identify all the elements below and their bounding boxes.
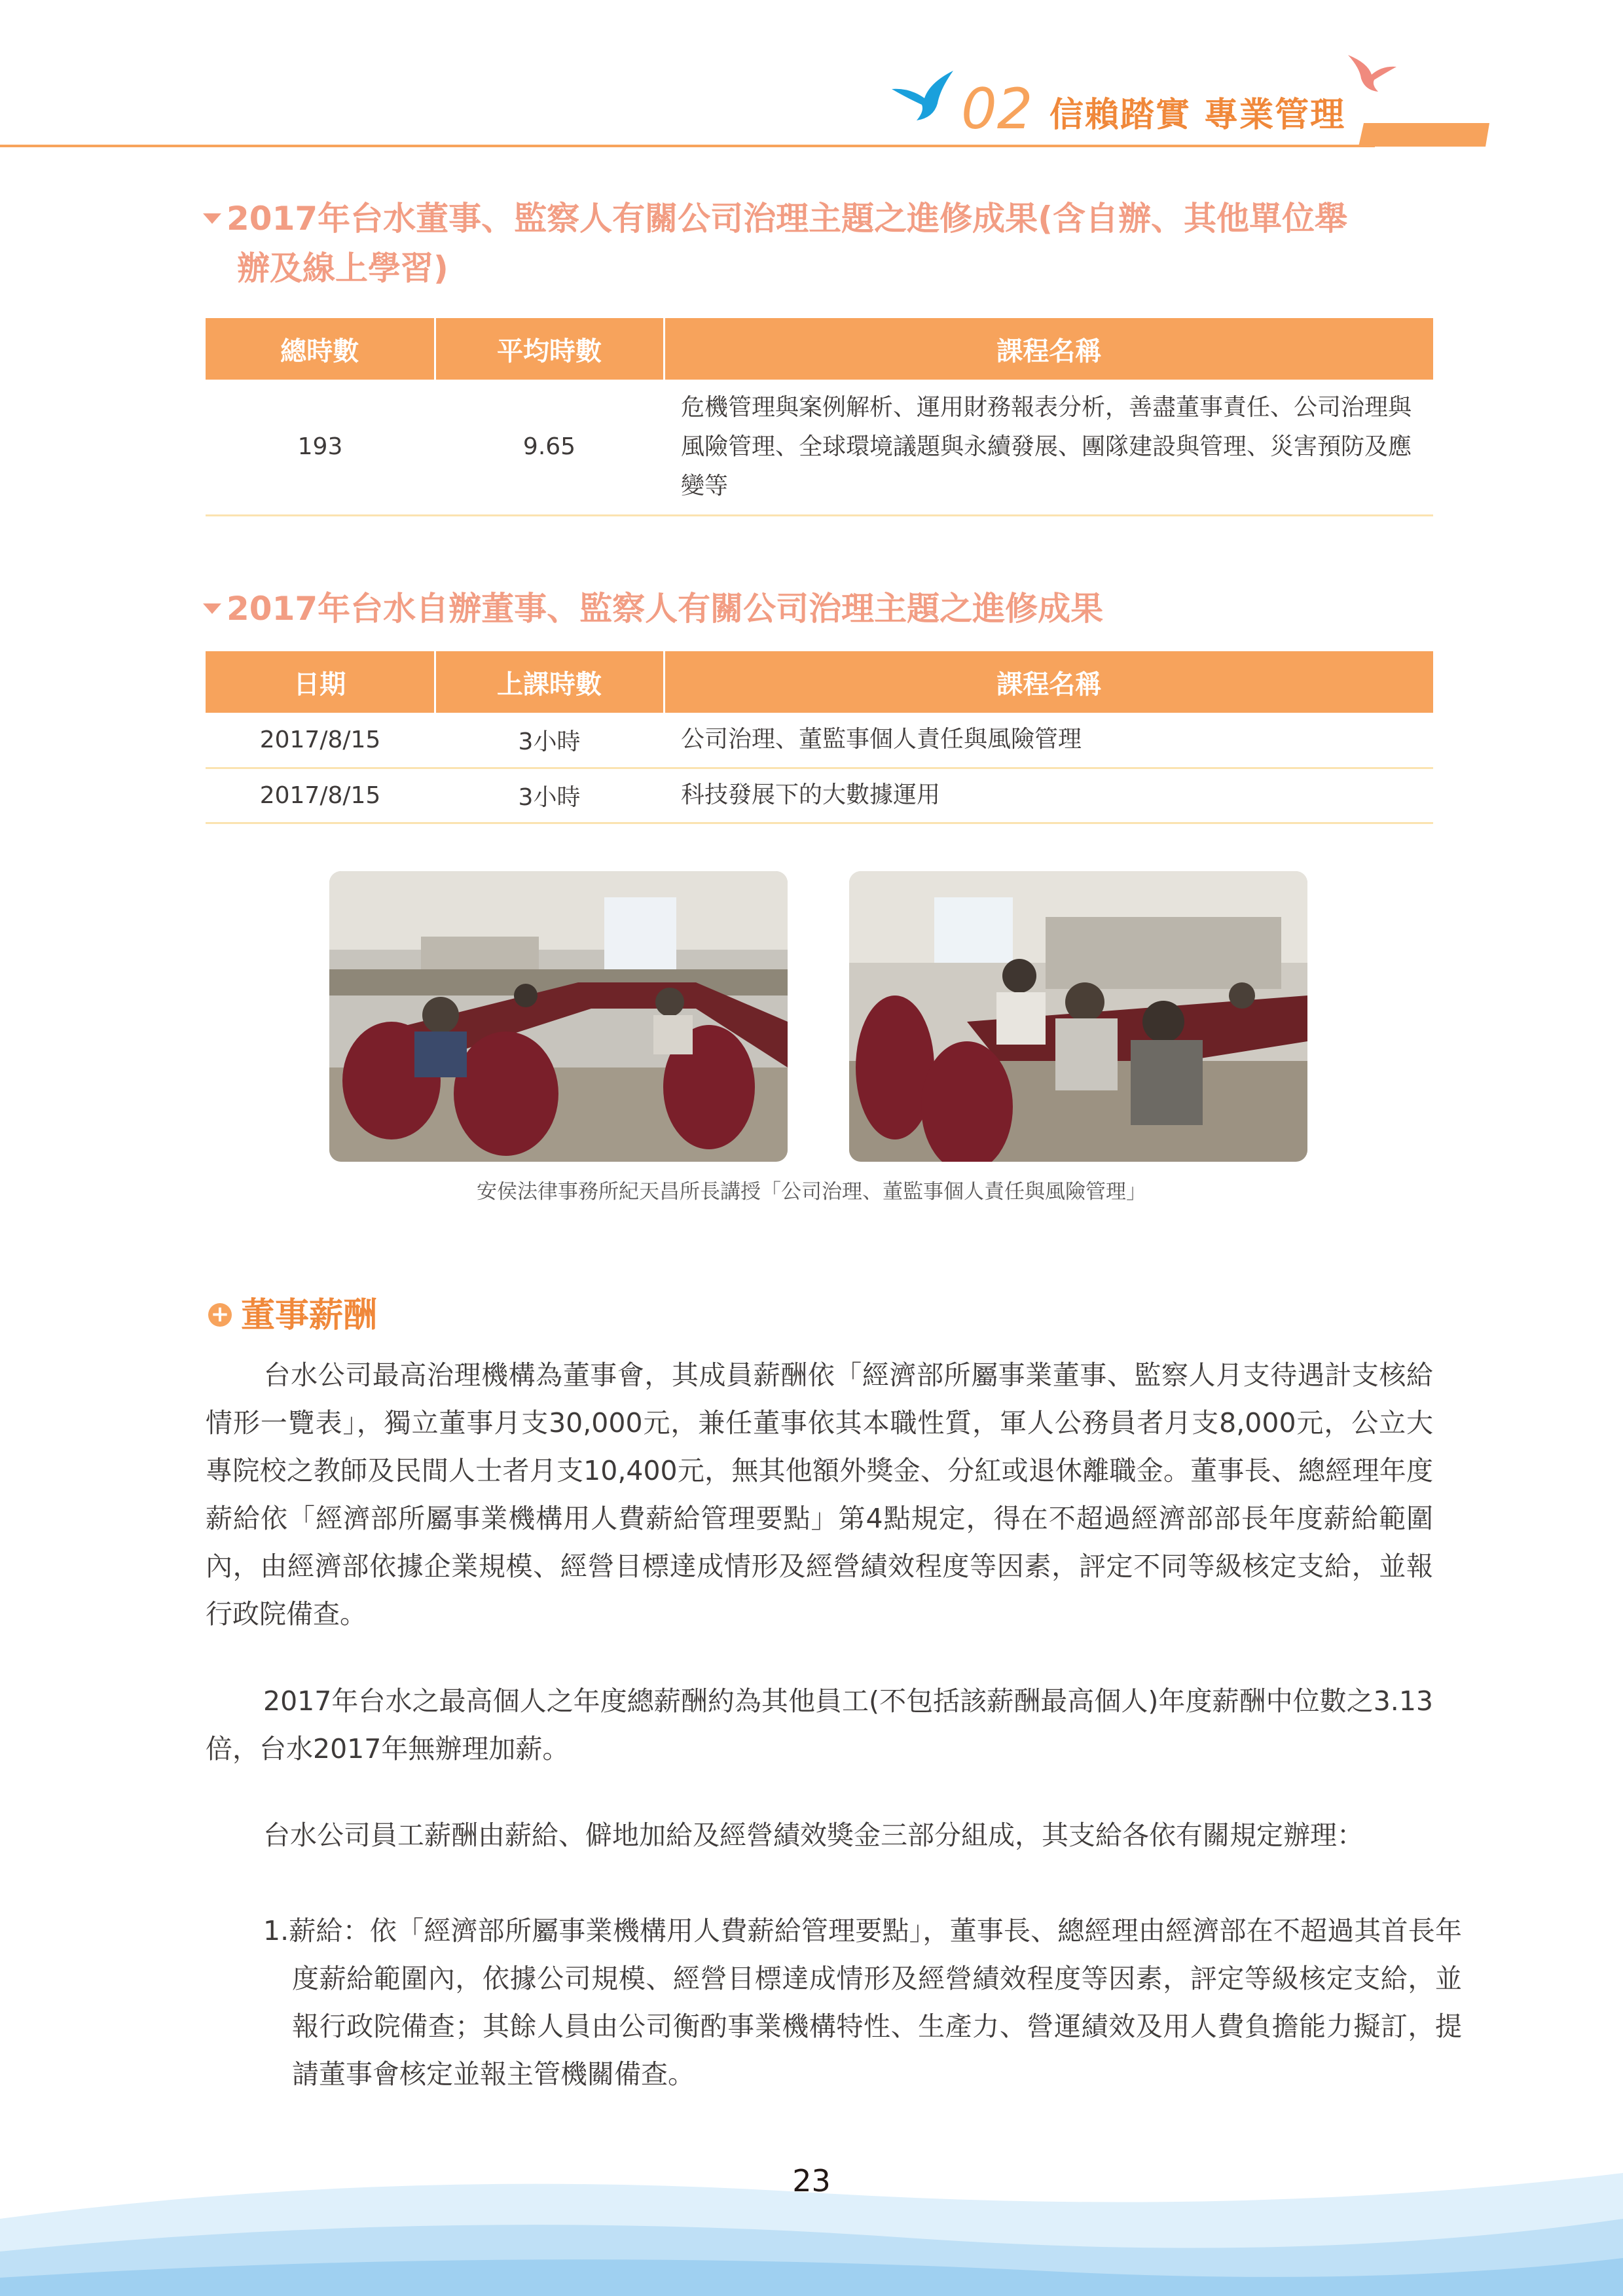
table-row — [206, 380, 1433, 515]
table-header-row — [206, 318, 1433, 380]
table-header-cell: 課程名稱 — [664, 651, 1433, 713]
section2-table — [206, 651, 1433, 824]
meeting-room-image — [329, 871, 788, 1162]
director-pay-heading — [208, 1293, 377, 1338]
table-cell: 科技發展下的大數據運用 — [664, 768, 1433, 823]
table-header-cell: 課程名稱 — [664, 318, 1433, 380]
table-cell: 2017/8/15 — [206, 713, 435, 768]
table-header-cell: 上課時數 — [435, 651, 664, 713]
paragraph — [206, 1812, 1433, 1859]
meeting-photo-left — [329, 871, 788, 1162]
table-header-cell: 總時數 — [206, 318, 435, 380]
table-cell: 公司治理、董監事個人責任與風險管理 — [664, 713, 1433, 768]
meeting-photo-right — [849, 871, 1307, 1162]
table-cell: 3小時 — [435, 713, 664, 768]
swallow-red-icon — [1345, 54, 1398, 93]
table-cell: 危機管理與案例解析、運用財務報表分析，善盡董事責任、公司治理與風險管理、全球環境議題與永續發展、團隊建設與管理、災害預防及應變等 — [664, 380, 1433, 515]
director-pay-heading-text: 董事薪酬 — [241, 1296, 378, 1335]
list-item: 1.薪給：依「經濟部所屬事業機構用人費薪給管理要點」，董事長、總經理由經濟部在不超過其首長年度薪給範圍內，依據公司規模、經營目標達成情形及經營績效程度等因素，評定等級核定支給，並報行政院備查；其餘人員由公司衡酌事業機構特性、生產力、營運績效及用人費負擔能力擬訂，提請董事會核定並報主管機關備查。 — [263, 1915, 1462, 2090]
section1-title — [203, 194, 1347, 293]
table-header-row — [206, 651, 1433, 713]
section2-title-text: 2017年台水自辦董事、監察人有關公司治理主題之進修成果 — [227, 590, 1104, 628]
paragraph-text: 2017年台水之最高個人之年度總薪酬約為其他員工(不包括該薪酬最高個人)年度薪酬中位數之3.13倍，台水2017年無辦理加薪。 — [206, 1685, 1433, 1765]
swallow-blue-icon — [890, 69, 956, 122]
section1-table — [206, 318, 1433, 516]
table-cell: 193 — [206, 380, 435, 515]
table-header-cell: 平均時數 — [435, 318, 664, 380]
section1-title-line1: 2017年台水董事、監察人有關公司治理主題之進修成果(含自辦、其他單位舉 — [227, 200, 1348, 238]
paragraph-text: 台水公司最高治理機構為董事會，其成員薪酬依「經濟部所屬事業董事、監察人月支待遇計支核給情形一覽表」，獨立董事月支30,000元，兼任董事依其本職性質，軍人公務員者月支8,000元，公立大專院校之教師及民間人士者月支10,400元，無其他額外獎金、分紅或退休離職金。董事長、總經理年度薪給依「經濟部所屬事業機構用人費薪給管理要點」第4點規定，得在不超過經濟部部長年度薪給範圍內，由經濟部依據企業規模、經營目標達成情形及經營績效程度等因素，評定不同等級核定支給，並報行政院備查。 — [206, 1359, 1433, 1630]
header-rule — [0, 145, 1375, 147]
section2-title — [203, 584, 1103, 634]
table-row — [206, 713, 1433, 768]
table-row — [206, 768, 1433, 823]
table-cell: 2017/8/15 — [206, 768, 435, 823]
paragraph — [206, 1352, 1433, 1638]
meeting-room-image — [849, 871, 1307, 1162]
photo-caption: 安侯法律事務所紀天昌所長講授「公司治理、董監事個人責任與風險管理」 — [477, 1180, 1146, 1204]
section1-title-line2: 辦及線上學習) — [237, 249, 448, 287]
paragraph-text: 台水公司員工薪酬由薪給、僻地加給及經營績效獎金三部分組成，其支給各依有關規定辦理： — [263, 1820, 1364, 1851]
triangle-down-icon — [203, 213, 221, 224]
triangle-down-icon — [203, 603, 221, 614]
page-number: 23 — [792, 2163, 831, 2198]
chapter-title: 信賴踏實 專業管理 — [1049, 96, 1346, 135]
plus-circle-icon: + — [208, 1303, 232, 1327]
paragraph — [206, 1677, 1433, 1773]
chapter-number: 02 — [961, 77, 1033, 142]
table-cell: 3小時 — [435, 768, 664, 823]
table-header-cell: 日期 — [206, 651, 435, 713]
header-accent-bar — [1359, 123, 1489, 147]
table-cell: 9.65 — [435, 380, 664, 515]
